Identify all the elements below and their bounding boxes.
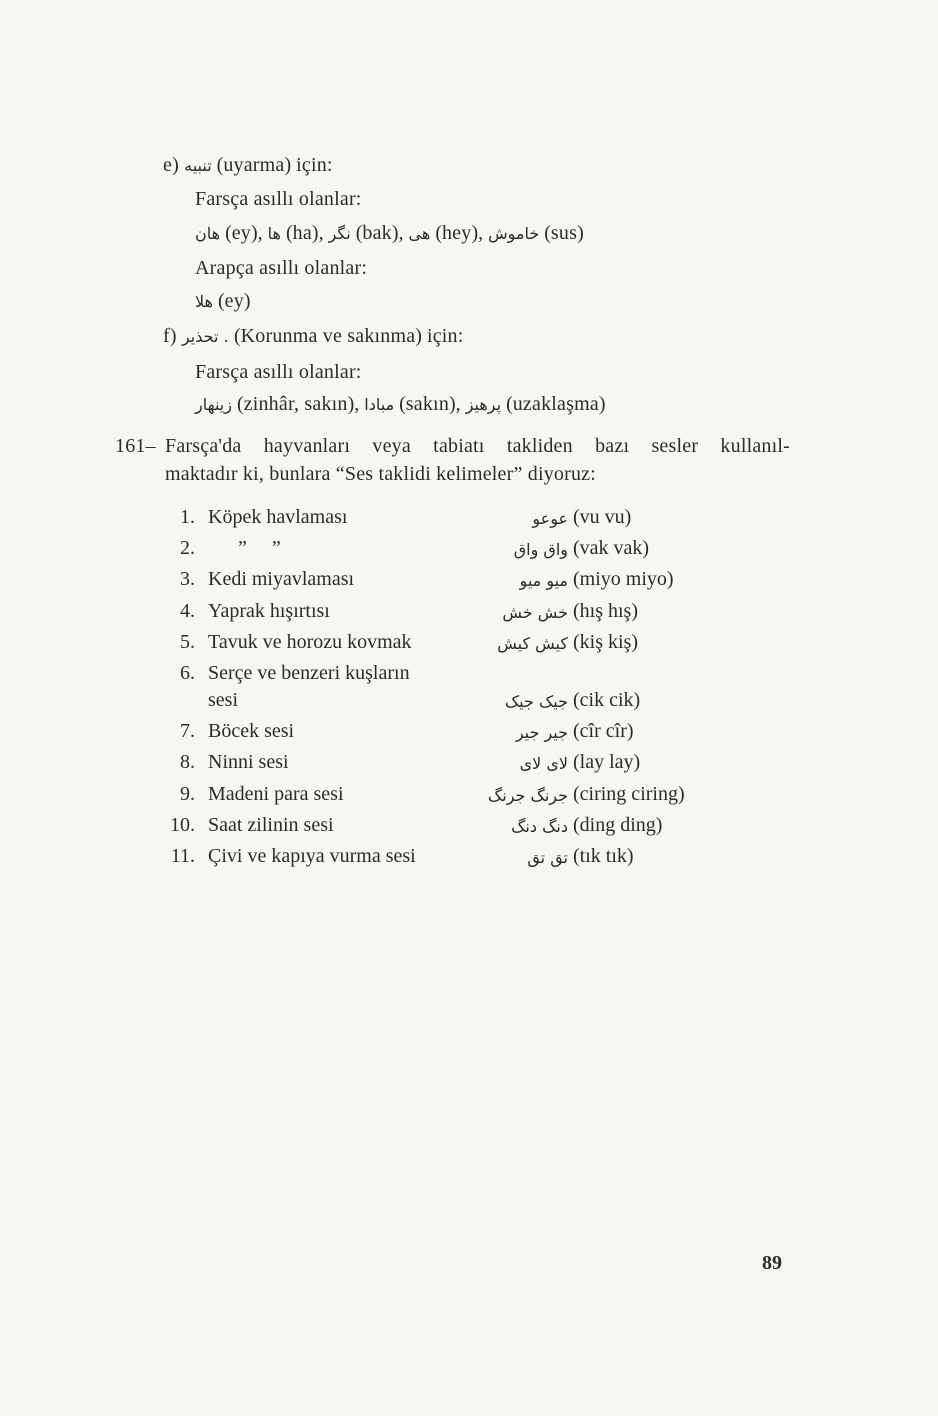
section-f-arabic: . تحذیر: [181, 327, 229, 346]
page-number: 89: [762, 1252, 782, 1274]
word-arabic: زینهار: [195, 395, 232, 414]
word-translation: (ey): [217, 290, 251, 312]
item-description: Böcek sesi: [208, 720, 295, 742]
section-e-arapca-heading: Arapça asıllı olanlar:: [195, 257, 368, 279]
item-description: Tavuk ve horozu kovmak: [208, 631, 412, 653]
item-transliteration: (miyo miyo): [573, 568, 674, 590]
section-f-title: (Korunma ve sakınma) için:: [233, 325, 464, 347]
item-description: Ninni sesi: [208, 751, 289, 773]
item-number: 1.: [180, 506, 195, 528]
item-transliteration: (ding ding): [573, 814, 663, 836]
item-number: 6.: [180, 662, 195, 684]
item-arabic: میو میو: [519, 571, 568, 590]
section-e-farsca-items: [195, 221, 584, 246]
item-description: Kedi miyavlaması: [208, 568, 355, 590]
item-number: 7.: [180, 720, 195, 742]
word-translation: (hey),: [435, 222, 484, 244]
item-transliteration: (cik cik): [573, 689, 641, 711]
item-description: Madeni para sesi: [208, 783, 344, 805]
section-f-farsca-heading: Farsça asıllı olanlar:: [195, 361, 362, 383]
word-translation: (sakın),: [399, 393, 461, 415]
word-translation: (ha),: [285, 222, 324, 244]
item-number: 2.: [180, 537, 195, 559]
item-arabic: جرنگ جرنگ: [487, 786, 568, 805]
word-translation: (uzaklaşma): [506, 393, 606, 415]
section-e-farsca-heading: Farsça asıllı olanlar:: [195, 188, 362, 210]
item-description: Köpek havlaması: [208, 506, 348, 528]
item-arabic: لای لای: [519, 754, 568, 773]
section-f-heading: [163, 324, 464, 349]
item-description: ” ”: [238, 537, 281, 559]
item-description: Saat zilinin sesi: [208, 814, 334, 836]
word-arabic: هلا: [195, 292, 213, 311]
word-translation: (bak),: [355, 222, 404, 244]
item-number: 3.: [180, 568, 195, 590]
item-arabic: جیر جیر: [515, 723, 568, 742]
item-transliteration: (ciring ciring): [573, 783, 685, 805]
item-arabic: خش خش: [502, 603, 568, 622]
section-161-line2: maktadır ki, bunlara “Ses taklidi kelimeler” diyoruz:: [165, 463, 597, 485]
item-transliteration: (vu vu): [573, 506, 632, 528]
section-e-heading: [163, 153, 333, 178]
item-transliteration: (vak vak): [573, 537, 650, 559]
item-description: Yaprak hışırtısı: [208, 600, 330, 622]
word-translation: (ey),: [225, 222, 263, 244]
item-transliteration: (tık tık): [573, 845, 634, 867]
item-arabic: کیش کیش: [497, 634, 568, 653]
word-arabic: خاموش: [488, 224, 540, 243]
word-arabic: پرهیز: [465, 395, 502, 414]
item-arabic: عوعو: [532, 509, 568, 528]
item-description: Serçe ve benzeri kuşların: [208, 662, 410, 684]
item-number: 10.: [170, 814, 195, 836]
section-e-title: (uyarma) için:: [216, 154, 333, 176]
item-transliteration: (cîr cîr): [573, 720, 634, 742]
item-description: Çivi ve kapıya vurma sesi: [208, 845, 416, 867]
item-transliteration: (lay lay): [573, 751, 641, 773]
section-161-number: 161–: [115, 435, 156, 457]
word-translation: (sus): [544, 222, 584, 244]
section-e-label: e): [163, 154, 179, 176]
item-transliteration: (kiş kiş): [573, 631, 638, 653]
item-transliteration: (hış hış): [573, 600, 638, 622]
word-arabic: هان: [195, 224, 221, 243]
word-arabic: نگر: [328, 224, 351, 243]
item-arabic: جیک جیک: [504, 692, 568, 711]
item-number: 11.: [170, 845, 195, 867]
section-f-label: f): [163, 325, 177, 347]
section-161-line1: Farsça'da hayvanları veya tabiatı takliden bazı sesler kullanıl-: [165, 435, 790, 457]
item-number: 5.: [180, 631, 195, 653]
item-number: 8.: [180, 751, 195, 773]
item-number: 4.: [180, 600, 195, 622]
item-arabic: تق تق: [527, 848, 568, 867]
word-arabic: هی: [408, 224, 431, 243]
item-arabic: واق واق: [513, 540, 568, 559]
item-arabic: دنگ دنگ: [511, 817, 568, 836]
item-number: 9.: [180, 783, 195, 805]
section-e-arapca-items: [195, 289, 251, 314]
section-f-farsca-items: [195, 392, 606, 417]
word-arabic: مبادا: [364, 395, 395, 414]
word-arabic: ها: [267, 224, 281, 243]
word-translation: (zinhâr, sakın),: [236, 393, 360, 415]
section-e-arabic: تنبیه: [184, 156, 212, 175]
item-description-cont: sesi: [208, 689, 238, 711]
